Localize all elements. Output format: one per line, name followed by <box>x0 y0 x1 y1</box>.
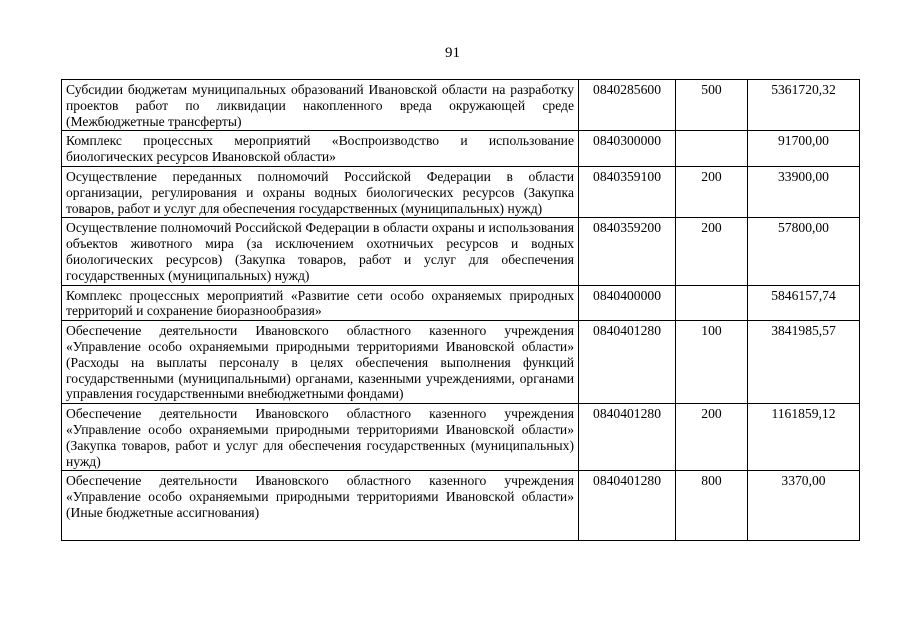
row-expense-type <box>676 131 748 167</box>
budget-table <box>61 79 860 541</box>
table-row <box>62 321 860 404</box>
row-code: 0840401280 <box>579 404 676 471</box>
row-sum: 33900,00 <box>748 166 860 217</box>
row-sum: 5846157,74 <box>748 285 860 321</box>
row-sum: 5361720,32 <box>748 80 860 131</box>
table-row <box>62 285 860 321</box>
row-sum: 3370,00 <box>748 471 860 541</box>
table-row <box>62 404 860 471</box>
row-expense-type: 800 <box>676 471 748 541</box>
row-sum: 3841985,57 <box>748 321 860 404</box>
row-code: 0840400000 <box>579 285 676 321</box>
row-code: 0840401280 <box>579 471 676 541</box>
row-expense-type: 200 <box>676 404 748 471</box>
row-sum: 91700,00 <box>748 131 860 167</box>
row-sum: 57800,00 <box>748 218 860 285</box>
row-sum: 1161859,12 <box>748 404 860 471</box>
row-code: 0840359200 <box>579 218 676 285</box>
table-row <box>62 471 860 541</box>
table-row <box>62 166 860 217</box>
row-name: Осуществление полномочий Российской Федерации в области охраны и использования объектов животного мира (за исключением охотничьих ресурсов и водных биологических ресурсов) (Закупка товаров, работ и услуг для обеспечения государственных (муниципальных) нужд) <box>62 218 579 285</box>
table-row <box>62 218 860 285</box>
row-name: Комплекс процессных мероприятий «Развитие сети особо охраняемых природных территорий и сохранение биоразнообразия» <box>62 285 579 321</box>
row-name: Субсидии бюджетам муниципальных образований Ивановской области на разработку проектов работ по ликвидации накопленного вреда окружающей среде (Межбюджетные трансферты) <box>62 80 579 131</box>
row-code: 0840359100 <box>579 166 676 217</box>
row-code: 0840285600 <box>579 80 676 131</box>
row-expense-type: 200 <box>676 218 748 285</box>
row-expense-type: 100 <box>676 321 748 404</box>
row-name: Обеспечение деятельности Ивановского областного казенного учреждения «Управление особо охраняемыми природными территориями Ивановской области» (Расходы на выплаты персоналу в целях обеспечения выполнения функций государственными (муниципальными) органами, казенными учреждениями, органами управления государственными внебюджетными фондами) <box>62 321 579 404</box>
row-expense-type: 200 <box>676 166 748 217</box>
page-number: 91 <box>445 45 460 61</box>
row-expense-type: 500 <box>676 80 748 131</box>
row-name: Осуществление переданных полномочий Российской Федерации в области организации, регулирования и охраны водных биологических ресурсов (Закупка товаров, работ и услуг для обеспечения государственных (муниципальных) нужд) <box>62 166 579 217</box>
row-name: Обеспечение деятельности Ивановского областного казенного учреждения «Управление особо охраняемыми природными территориями Ивановской области» (Закупка товаров, работ и услуг для обеспечения государственных (муниципальных) нужд) <box>62 404 579 471</box>
row-code: 0840401280 <box>579 321 676 404</box>
row-code: 0840300000 <box>579 131 676 167</box>
table-row <box>62 131 860 167</box>
table-row <box>62 80 860 131</box>
row-name: Комплекс процессных мероприятий «Воспроизводство и использование биологических ресурсов Ивановской области» <box>62 131 579 167</box>
row-name: Обеспечение деятельности Ивановского областного казенного учреждения «Управление особо охраняемыми природными территориями Ивановской области» (Иные бюджетные ассигнования) <box>62 471 579 541</box>
row-expense-type <box>676 285 748 321</box>
